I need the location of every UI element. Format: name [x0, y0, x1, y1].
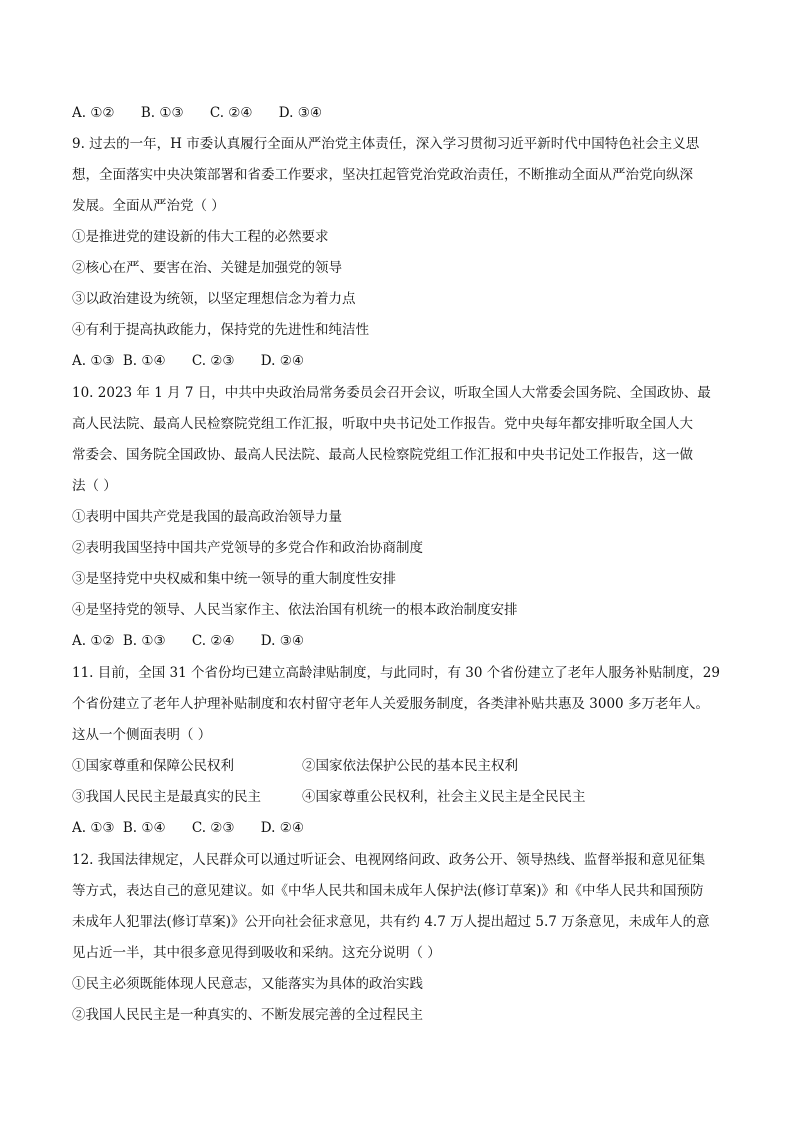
q9-option-a[interactable]: A. ①③ [72, 353, 115, 369]
q9-option-d[interactable]: D. ②④ [260, 353, 304, 369]
q10-item: ④是坚持党的领导、人民当家作主、依法治国有机统一的根本政治制度安排 [72, 602, 518, 618]
q10-option-d[interactable]: D. ③④ [260, 633, 304, 649]
q8-option-d[interactable]: D. ③④ [278, 105, 322, 121]
q11-item: ④国家尊重公民权利，社会主义民主是全民民主 [302, 789, 586, 805]
q10-stem-line: 10. 2023 年 1 月 7 日，中共中央政治局常务委员会召开会议，听取全国人大常委会国务院、全国政协、最 [72, 385, 711, 401]
q12-stem-line: 未成年人犯罪法(修订草案)》公开向社会征求意见，共有约 4.7 万人提出超过 5.7 万条意见，未成年人的意 [72, 914, 710, 930]
q12-item: ①民主必须既能体现人民意志，又能落实为具体的政治实践 [72, 976, 423, 992]
q10-item: ②表明我国坚持中国共产党领导的多党合作和政治协商制度 [72, 540, 423, 556]
q9-item: ①是推进党的建设新的伟大工程的必然要求 [72, 229, 329, 245]
q8-options [72, 103, 732, 123]
q10-option-b[interactable]: B. ①③ [122, 633, 166, 649]
q9-options [72, 351, 732, 371]
q10-stem-line: 常委会、国务院全国政协、最高人民法院、最高人民检察院党组工作汇报和中央书记处工作报告，这一做 [72, 447, 693, 463]
q11-items-row [72, 756, 732, 776]
q9-option-c[interactable]: C. ②③ [191, 353, 235, 369]
q9-item: ②核心在严、要害在治、关键是加强党的领导 [72, 260, 342, 276]
q12-item: ②我国人民民主是一种真实的、不断发展完善的全过程民主 [72, 1007, 423, 1023]
q11-stem-line: 个省份建立了老年人护理补贴制度和农村留守老年人关爱服务制度，各类津补贴共惠及 3000 多万老年人。 [72, 696, 709, 712]
q9-stem-line: 想，全面落实中央决策部署和省委工作要求，坚决扛起管党治党政治责任，不断推动全面从严治党向纵深 [72, 167, 693, 183]
q9-option-b[interactable]: B. ①④ [122, 353, 166, 369]
q8-option-a[interactable]: A. ①② [72, 105, 115, 121]
q9-stem-line: 发展。全面从严治党（ ） [72, 198, 225, 214]
q12-stem-line: 12. 我国法律规定，人民群众可以通过听证会、电视网络问政、政务公开、领导热线、监督举报和意见征集 [72, 852, 706, 868]
q10-stem-line: 高人民法院、最高人民检察院党组工作汇报，听取中央书记处工作报告。党中央每年都安排听取全国人大 [72, 416, 693, 432]
q10-options [72, 631, 732, 651]
q11-option-c[interactable]: C. ②③ [191, 820, 235, 836]
q10-stem-line: 法（ ） [72, 478, 117, 494]
q9-item: ④有利于提高执政能力，保持党的先进性和纯洁性 [72, 322, 369, 338]
q10-option-a[interactable]: A. ①② [72, 633, 115, 649]
q11-option-b[interactable]: B. ①④ [122, 820, 166, 836]
q11-option-d[interactable]: D. ②④ [260, 820, 304, 836]
q11-stem-line: 这从一个侧面表明（ ） [72, 727, 212, 743]
q10-option-c[interactable]: C. ②④ [191, 633, 235, 649]
q12-stem-line: 等方式，表达自己的意见建议。如《中华人民共和国未成年人保护法(修订草案)》和《中华人民共和国预防 [72, 883, 704, 899]
q11-options [72, 818, 732, 838]
q9-stem-line: 9. 过去的一年，H 市委认真履行全面从严治党主体责任，深入学习贯彻习近平新时代中国特色社会主义思 [72, 136, 700, 152]
q11-item: ③我国人民民主是最真实的民主 [72, 789, 261, 805]
q11-items-row [72, 787, 732, 807]
q12-stem-line: 见占近一半，其中很多意见得到吸收和采纳。这充分说明（ ） [72, 945, 441, 961]
q8-option-c[interactable]: C. ②④ [209, 105, 253, 121]
q9-item: ③以政治建设为统领，以坚定理想信念为着力点 [72, 291, 356, 307]
q10-item: ①表明中国共产党是我国的最高政治领导力量 [72, 509, 342, 525]
q11-item: ①国家尊重和保障公民权利 [72, 758, 234, 774]
q10-item: ③是坚持党中央权威和集中统一领导的重大制度性安排 [72, 571, 396, 587]
q8-option-b[interactable]: B. ①③ [140, 105, 184, 121]
q11-item: ②国家依法保护公民的基本民主权利 [302, 758, 518, 774]
q11-option-a[interactable]: A. ①③ [72, 820, 115, 836]
q11-stem-line: 11. 目前，全国 31 个省份均已建立高龄津贴制度，与此同时，有 30 个省份建立了老年人服务补贴制度，29 [72, 665, 720, 681]
